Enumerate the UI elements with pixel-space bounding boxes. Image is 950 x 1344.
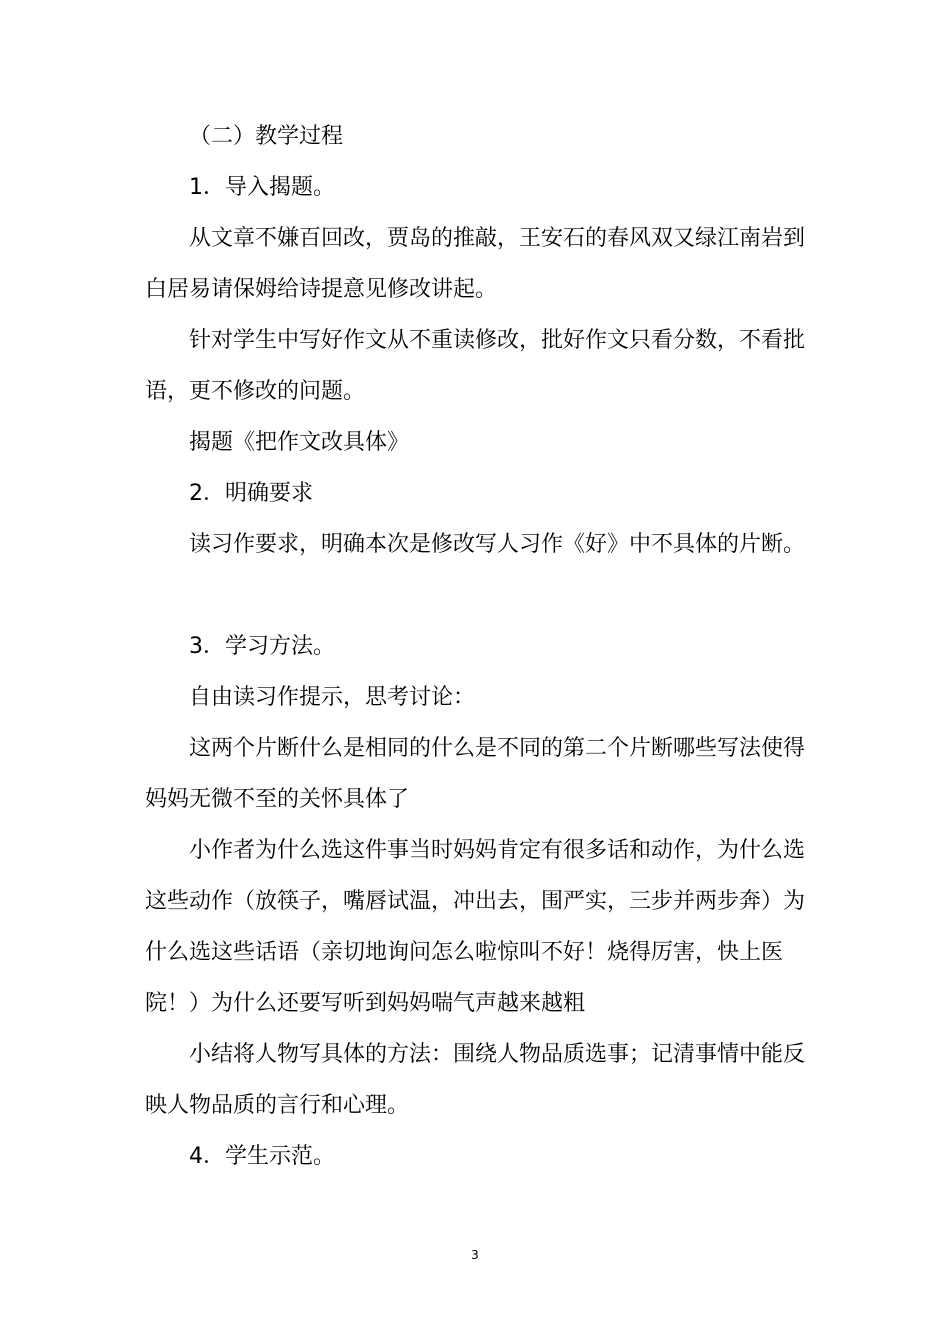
body-paragraph: 针对学生中写好作文从不重读修改，批好作文只看分数，不看批语，更不修改的问题。 — [145, 328, 806, 404]
body-paragraph: 小结将人物写具体的方法：围绕人物品质选事；记清事情中能反映人物品质的言行和心理。 — [145, 1042, 806, 1118]
step-heading-2: 2．明确要求 — [189, 481, 313, 506]
step-heading-4: 4．学生示范。 — [189, 1144, 335, 1169]
body-paragraph: 这两个片断什么是相同的什么是不同的第二个片断哪些写法使得妈妈无微不至的关怀具体了 — [145, 736, 806, 812]
step-heading-3: 3．学习方法。 — [189, 634, 335, 659]
section-heading: （二）教学过程 — [189, 124, 344, 149]
body-paragraph: 读习作要求，明确本次是修改写人习作《好》中不具体的片断。 — [189, 532, 806, 557]
body-paragraph: 小作者为什么选这件事当时妈妈肯定有很多话和动作，为什么选这些动作（放筷子，嘴唇试温，冲出去，围严实，三步并两步奔）为什么选这些话语（亲切地询问怎么啦惊叫不好！烧得厉害，快上医院！）为什么还要写听到妈妈喘气声越来越粗 — [145, 838, 806, 1016]
step-heading-1: 1．导入揭题。 — [189, 175, 335, 200]
body-paragraph: 自由读习作提示，思考讨论： — [189, 685, 476, 710]
page-number: 3 — [471, 1248, 479, 1262]
body-paragraph: 揭题《把作文改具体》 — [189, 430, 410, 455]
body-paragraph: 从文章不嫌百回改，贾岛的推敲，王安石的春风双又绿江南岩到白居易请保姆给诗提意见修改讲起。 — [145, 226, 806, 302]
